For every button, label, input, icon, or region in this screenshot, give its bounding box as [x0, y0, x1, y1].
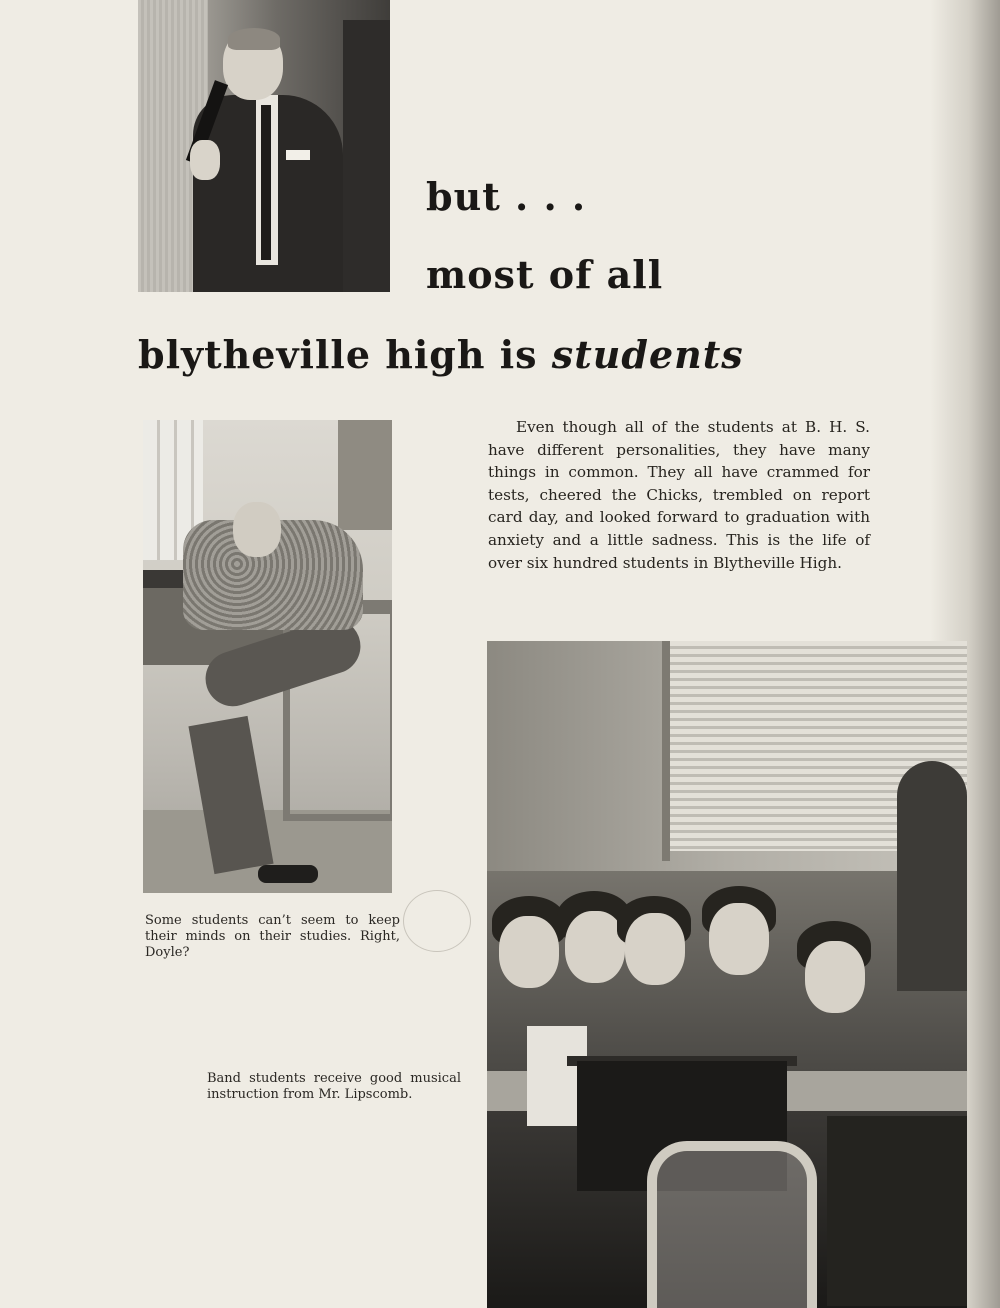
photo-hair: [228, 28, 280, 50]
photo-pocket-square: [286, 150, 310, 160]
photo-music-stand: [827, 1116, 967, 1306]
photo-head: [233, 502, 281, 557]
photo-student-sleeping: [143, 420, 392, 893]
photo-face: [499, 916, 559, 988]
photo-doorway: [343, 20, 390, 292]
photo-face: [565, 911, 625, 983]
photo-standing-student: [897, 761, 967, 991]
photo-hand: [190, 140, 220, 180]
caption-sleeping-student: Some students can’t seem to keep their minds on their studies. Right, Doyle?: [145, 913, 400, 960]
photo-tie: [261, 105, 271, 260]
heading-but: but . . .: [426, 174, 587, 219]
photo-band-students: [487, 641, 967, 1308]
photo-face: [709, 903, 769, 975]
photo-student-drinking: [138, 0, 390, 292]
photo-picture-frame: [338, 420, 392, 530]
photo-face: [805, 941, 865, 1013]
photo-window-frame: [662, 641, 670, 861]
caption-band: Band students receive good musical instruction from Mr. Lipscomb.: [207, 1071, 461, 1102]
photo-face: [625, 913, 685, 985]
heading-main-regular: blytheville high is: [138, 332, 552, 377]
heading-most-of-all: most of all: [426, 252, 664, 297]
heading-main-emphasis: students: [551, 332, 744, 377]
photo-shoe: [258, 865, 318, 883]
pencil-mark-circle: [403, 890, 471, 952]
photo-chair: [647, 1141, 817, 1308]
heading-blytheville-high: [138, 332, 744, 377]
body-paragraph: Even though all of the students at B. H. S. have different personalities, they have many things in common. They all have crammed for tests, cheered the Chicks, trembled on report card day, and looked forward to graduation with anxiety and a little sadness. This is the life of over six hundred students in Blytheville High.: [488, 418, 870, 572]
